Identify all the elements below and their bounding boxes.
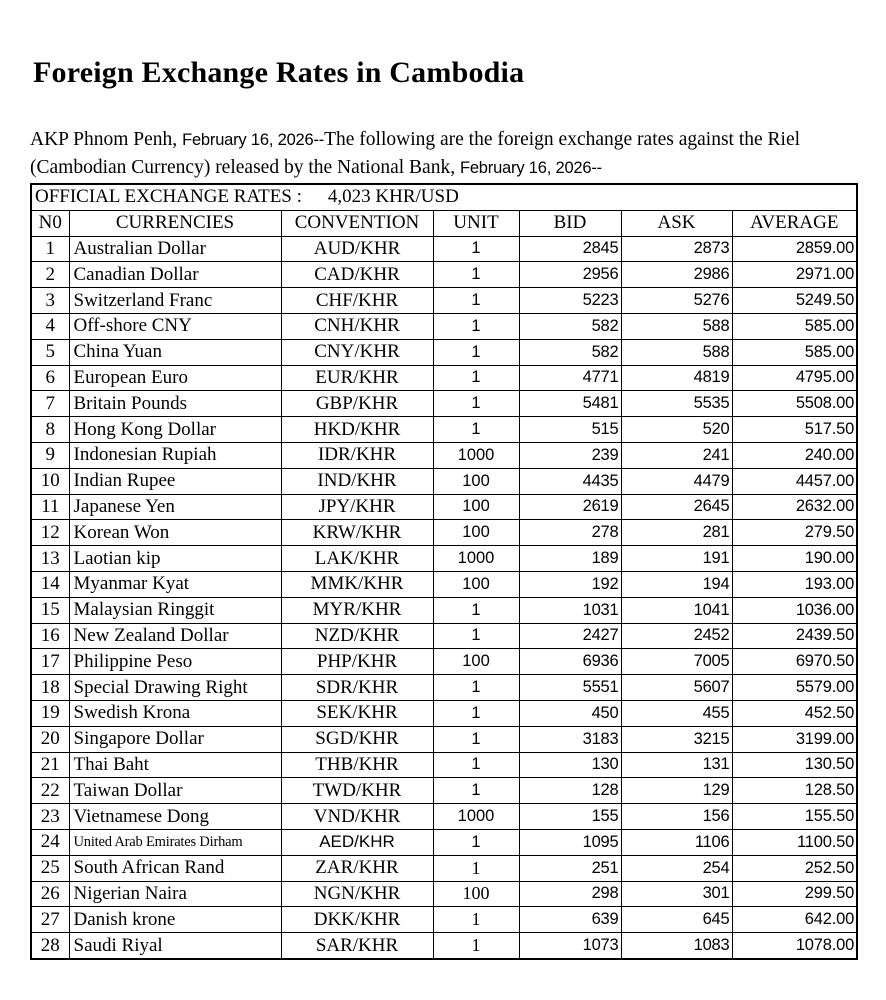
cell-no: 10 [31, 468, 69, 494]
cell-unit: 100 [433, 494, 519, 520]
cell-no: 21 [31, 752, 69, 778]
header-currencies: CURRENCIES [69, 210, 281, 236]
cell-currency: Vietnamese Dong [69, 804, 281, 830]
cell-bid: 2427 [519, 623, 621, 649]
cell-average: 2632.00 [732, 494, 857, 520]
cell-ask: 5276 [621, 288, 732, 314]
cell-ask: 2873 [621, 236, 732, 262]
cell-average: 517.50 [732, 417, 857, 443]
header-convention: CONVENTION [281, 210, 433, 236]
table-row [31, 778, 857, 804]
cell-unit: 1000 [433, 546, 519, 572]
cell-unit: 1000 [433, 442, 519, 468]
cell-unit: 100 [433, 520, 519, 546]
cell-average: 279.50 [732, 520, 857, 546]
cell-no: 15 [31, 597, 69, 623]
cell-unit: 1 [433, 700, 519, 726]
cell-unit: 1 [433, 829, 519, 855]
cell-average: 299.50 [732, 881, 857, 907]
cell-no: 7 [31, 391, 69, 417]
cell-unit: 1000 [433, 804, 519, 830]
cell-currency: Special Drawing Right [69, 675, 281, 701]
cell-bid: 239 [519, 442, 621, 468]
cell-average: 128.50 [732, 778, 857, 804]
cell-convention: CAD/KHR [281, 262, 433, 288]
cell-bid: 130 [519, 752, 621, 778]
table-row [31, 365, 857, 391]
table-row [31, 571, 857, 597]
cell-unit: 1 [433, 339, 519, 365]
table-row [31, 907, 857, 933]
cell-convention: NZD/KHR [281, 623, 433, 649]
cell-unit: 1 [433, 726, 519, 752]
cell-ask: 5535 [621, 391, 732, 417]
cell-average: 190.00 [732, 546, 857, 572]
cell-convention: DKK/KHR [281, 907, 433, 933]
cell-ask: 455 [621, 700, 732, 726]
cell-no: 4 [31, 313, 69, 339]
table-row [31, 855, 857, 881]
cell-ask: 191 [621, 546, 732, 572]
cell-currency: Nigerian Naira [69, 881, 281, 907]
cell-average: 3199.00 [732, 726, 857, 752]
cell-currency: Britain Pounds [69, 391, 281, 417]
table-row [31, 520, 857, 546]
cell-unit: 100 [433, 468, 519, 494]
cell-bid: 5223 [519, 288, 621, 314]
cell-bid: 639 [519, 907, 621, 933]
cell-no: 5 [31, 339, 69, 365]
cell-unit: 100 [433, 571, 519, 597]
intro-text-segment: AKP Phnom Penh, [30, 128, 183, 150]
cell-convention: THB/KHR [281, 752, 433, 778]
cell-average: 1100.50 [732, 829, 857, 855]
cell-ask: 1041 [621, 597, 732, 623]
cell-bid: 1073 [519, 933, 621, 959]
cell-convention: IND/KHR [281, 468, 433, 494]
intro-text-segment: The following are the foreign exchange rates against the Riel (Cambodian Currency) released by the National Bank, [30, 128, 801, 178]
cell-no: 19 [31, 700, 69, 726]
cell-average: 240.00 [732, 442, 857, 468]
table-row [31, 339, 857, 365]
cell-unit: 1 [433, 752, 519, 778]
cell-unit: 1 [433, 236, 519, 262]
cell-currency: Swedish Krona [69, 700, 281, 726]
cell-unit: 1 [433, 391, 519, 417]
cell-no: 20 [31, 726, 69, 752]
table-row [31, 623, 857, 649]
table-row [31, 804, 857, 830]
cell-currency: Hong Kong Dollar [69, 417, 281, 443]
table-row [31, 829, 857, 855]
cell-convention: SGD/KHR [281, 726, 433, 752]
cell-convention: KRW/KHR [281, 520, 433, 546]
table-caption [31, 184, 857, 210]
cell-no: 13 [31, 546, 69, 572]
cell-average: 193.00 [732, 571, 857, 597]
cell-no: 27 [31, 907, 69, 933]
cell-currency: Korean Won [69, 520, 281, 546]
cell-bid: 515 [519, 417, 621, 443]
cell-currency: Indonesian Rupiah [69, 442, 281, 468]
table-row [31, 546, 857, 572]
table-row [31, 933, 857, 959]
cell-average: 6970.50 [732, 649, 857, 675]
table-row [31, 494, 857, 520]
cell-bid: 4771 [519, 365, 621, 391]
cell-convention: ZAR/KHR [281, 855, 433, 881]
table-row [31, 726, 857, 752]
cell-currency: Danish krone [69, 907, 281, 933]
cell-no: 25 [31, 855, 69, 881]
cell-no: 17 [31, 649, 69, 675]
cell-convention: TWD/KHR [281, 778, 433, 804]
cell-no: 1 [31, 236, 69, 262]
caption-label: OFFICIAL EXCHANGE RATES : [35, 186, 302, 208]
table-row [31, 675, 857, 701]
cell-unit: 1 [433, 933, 519, 959]
cell-ask: 588 [621, 339, 732, 365]
cell-convention: JPY/KHR [281, 494, 433, 520]
cell-no: 14 [31, 571, 69, 597]
cell-unit: 100 [433, 881, 519, 907]
cell-ask: 588 [621, 313, 732, 339]
cell-no: 18 [31, 675, 69, 701]
cell-no: 11 [31, 494, 69, 520]
cell-convention: LAK/KHR [281, 546, 433, 572]
cell-ask: 4819 [621, 365, 732, 391]
header-ask: ASK [621, 210, 732, 236]
cell-unit: 1 [433, 313, 519, 339]
cell-average: 5508.00 [732, 391, 857, 417]
header-no: N0 [31, 210, 69, 236]
cell-ask: 301 [621, 881, 732, 907]
table-row [31, 288, 857, 314]
cell-unit: 1 [433, 262, 519, 288]
cell-average: 2439.50 [732, 623, 857, 649]
cell-convention: NGN/KHR [281, 881, 433, 907]
cell-ask: 2645 [621, 494, 732, 520]
cell-ask: 254 [621, 855, 732, 881]
cell-average: 2859.00 [732, 236, 857, 262]
cell-bid: 189 [519, 546, 621, 572]
cell-unit: 1 [433, 288, 519, 314]
cell-convention: SDR/KHR [281, 675, 433, 701]
cell-bid: 2619 [519, 494, 621, 520]
cell-ask: 2986 [621, 262, 732, 288]
cell-no: 22 [31, 778, 69, 804]
cell-unit: 1 [433, 907, 519, 933]
cell-currency: Indian Rupee [69, 468, 281, 494]
table-row [31, 700, 857, 726]
table-row [31, 649, 857, 675]
cell-average: 155.50 [732, 804, 857, 830]
cell-bid: 582 [519, 313, 621, 339]
cell-average: 4457.00 [732, 468, 857, 494]
cell-unit: 1 [433, 778, 519, 804]
cell-bid: 192 [519, 571, 621, 597]
cell-convention: SEK/KHR [281, 700, 433, 726]
header-bid: BID [519, 210, 621, 236]
table-row [31, 752, 857, 778]
cell-currency: China Yuan [69, 339, 281, 365]
cell-bid: 3183 [519, 726, 621, 752]
cell-currency: Canadian Dollar [69, 262, 281, 288]
cell-ask: 241 [621, 442, 732, 468]
table-header-row [31, 210, 857, 236]
cell-bid: 155 [519, 804, 621, 830]
cell-unit: 1 [433, 597, 519, 623]
cell-bid: 298 [519, 881, 621, 907]
cell-ask: 131 [621, 752, 732, 778]
cell-no: 12 [31, 520, 69, 546]
cell-ask: 156 [621, 804, 732, 830]
cell-convention: CNY/KHR [281, 339, 433, 365]
cell-currency: Japanese Yen [69, 494, 281, 520]
cell-currency: United Arab Emirates Dirham [69, 829, 281, 855]
cell-average: 2971.00 [732, 262, 857, 288]
cell-convention: AED/KHR [281, 829, 433, 855]
cell-unit: 100 [433, 649, 519, 675]
cell-no: 26 [31, 881, 69, 907]
table-row [31, 391, 857, 417]
cell-bid: 2845 [519, 236, 621, 262]
header-unit: UNIT [433, 210, 519, 236]
cell-currency: Thai Baht [69, 752, 281, 778]
cell-no: 23 [31, 804, 69, 830]
cell-no: 3 [31, 288, 69, 314]
cell-unit: 1 [433, 365, 519, 391]
table-row [31, 442, 857, 468]
cell-bid: 2956 [519, 262, 621, 288]
page-title: Foreign Exchange Rates in Cambodia [33, 56, 525, 90]
cell-no: 28 [31, 933, 69, 959]
cell-bid: 4435 [519, 468, 621, 494]
cell-currency: Off-shore CNY [69, 313, 281, 339]
cell-no: 6 [31, 365, 69, 391]
cell-unit: 1 [433, 623, 519, 649]
cell-bid: 278 [519, 520, 621, 546]
cell-ask: 645 [621, 907, 732, 933]
cell-bid: 582 [519, 339, 621, 365]
cell-currency: Switzerland Franc [69, 288, 281, 314]
cell-ask: 194 [621, 571, 732, 597]
cell-ask: 520 [621, 417, 732, 443]
cell-currency: Taiwan Dollar [69, 778, 281, 804]
cell-average: 1078.00 [732, 933, 857, 959]
cell-average: 5579.00 [732, 675, 857, 701]
cell-average: 130.50 [732, 752, 857, 778]
table-row [31, 262, 857, 288]
cell-unit: 1 [433, 675, 519, 701]
cell-ask: 129 [621, 778, 732, 804]
cell-currency: New Zealand Dollar [69, 623, 281, 649]
cell-ask: 281 [621, 520, 732, 546]
cell-bid: 5481 [519, 391, 621, 417]
cell-currency: Myanmar Kyat [69, 571, 281, 597]
cell-average: 1036.00 [732, 597, 857, 623]
table-row [31, 468, 857, 494]
cell-no: 16 [31, 623, 69, 649]
cell-no: 24 [31, 829, 69, 855]
cell-ask: 7005 [621, 649, 732, 675]
cell-bid: 450 [519, 700, 621, 726]
table-row [31, 881, 857, 907]
table-row [31, 236, 857, 262]
cell-average: 642.00 [732, 907, 857, 933]
cell-currency: European Euro [69, 365, 281, 391]
cell-currency: Saudi Riyal [69, 933, 281, 959]
cell-no: 8 [31, 417, 69, 443]
cell-convention: CHF/KHR [281, 288, 433, 314]
cell-currency: Laotian kip [69, 546, 281, 572]
exchange-rates-table [30, 183, 858, 960]
intro-text-segment: February 16, 2026-- [182, 130, 325, 149]
cell-convention: VND/KHR [281, 804, 433, 830]
cell-no: 2 [31, 262, 69, 288]
intro-paragraph [30, 126, 842, 182]
cell-currency: Philippine Peso [69, 649, 281, 675]
cell-ask: 3215 [621, 726, 732, 752]
cell-no: 9 [31, 442, 69, 468]
intro-text-segment: February 16, 2026-- [459, 158, 602, 177]
cell-convention: EUR/KHR [281, 365, 433, 391]
caption-value: 4,023 KHR/USD [327, 186, 459, 208]
cell-bid: 1031 [519, 597, 621, 623]
cell-unit: 1 [433, 855, 519, 881]
cell-convention: SAR/KHR [281, 933, 433, 959]
cell-convention: MYR/KHR [281, 597, 433, 623]
cell-convention: HKD/KHR [281, 417, 433, 443]
cell-average: 5249.50 [732, 288, 857, 314]
table-row [31, 597, 857, 623]
cell-ask: 1083 [621, 933, 732, 959]
cell-convention: PHP/KHR [281, 649, 433, 675]
cell-ask: 1106 [621, 829, 732, 855]
cell-average: 585.00 [732, 339, 857, 365]
cell-bid: 128 [519, 778, 621, 804]
header-average: AVERAGE [732, 210, 857, 236]
cell-bid: 5551 [519, 675, 621, 701]
cell-currency: Singapore Dollar [69, 726, 281, 752]
cell-bid: 1095 [519, 829, 621, 855]
cell-currency: South African Rand [69, 855, 281, 881]
cell-unit: 1 [433, 417, 519, 443]
cell-convention: GBP/KHR [281, 391, 433, 417]
cell-convention: MMK/KHR [281, 571, 433, 597]
cell-convention: IDR/KHR [281, 442, 433, 468]
cell-average: 452.50 [732, 700, 857, 726]
table-caption-row [31, 184, 857, 210]
table-row [31, 313, 857, 339]
cell-ask: 2452 [621, 623, 732, 649]
cell-currency: Australian Dollar [69, 236, 281, 262]
cell-bid: 6936 [519, 649, 621, 675]
cell-bid: 251 [519, 855, 621, 881]
cell-convention: CNH/KHR [281, 313, 433, 339]
cell-convention: AUD/KHR [281, 236, 433, 262]
cell-ask: 4479 [621, 468, 732, 494]
cell-average: 4795.00 [732, 365, 857, 391]
table-row [31, 417, 857, 443]
cell-average: 252.50 [732, 855, 857, 881]
cell-currency: Malaysian Ringgit [69, 597, 281, 623]
cell-average: 585.00 [732, 313, 857, 339]
cell-ask: 5607 [621, 675, 732, 701]
